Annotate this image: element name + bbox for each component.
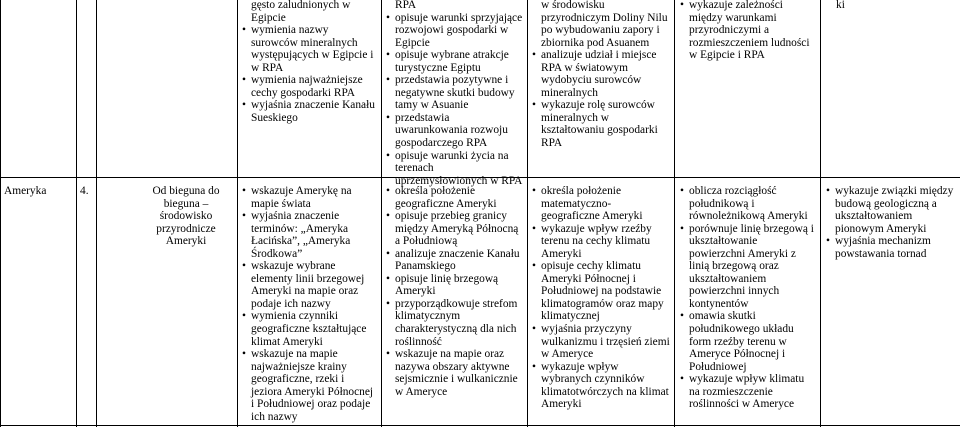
list-item: • wymienia najważniejsze cechy gospodarki RPA (242, 74, 378, 99)
top-col6-cell (680, 0, 816, 62)
list-item: • wykazuje wpływ wybranych czynników klimatotwórczych na klimat Ameryki (532, 361, 670, 411)
list-item: • opisuje warunki sprzyjające rozwojowi gospodarki w Egipcie (386, 12, 524, 50)
lesson-topic-cell (138, 185, 234, 248)
list-item: • wskazuje na mapie oraz nazywa obszary aktywne sejsmicznie i wulkanicznie w Ameryce (386, 348, 524, 398)
bottom-col7-cell (826, 185, 958, 260)
bottom-col3-cell (242, 185, 378, 423)
list-item: • przedstawia pozytywne i negatywne skutki budowy tamy w Asuanie (386, 74, 524, 112)
list-item: • opisuje warunki życia na terenach uprzemysłowionych w RPA (386, 150, 524, 188)
bottom-col4-cell (386, 185, 524, 398)
top-col4-cell (386, 0, 524, 187)
list-item: • omawia skutki południkowego układu form rzeźby terenu w Ameryce Północnej i Południowej (680, 310, 816, 373)
list-item: • wyjaśnia znaczenie Kanału Sueskiego (242, 99, 378, 124)
list-item: • wymienia nazwy surowców mineralnych występujących w Egipcie i w RPA (242, 24, 378, 74)
list-item: • wyjaśnia przyczyny wulkanizmu i trzęsień ziemi w Ameryce (532, 323, 670, 361)
bottom-col6-cell (680, 185, 816, 411)
top-col7-cell (836, 0, 956, 12)
lesson-number-cell (80, 185, 96, 198)
list-item: • porównuje linię brzegową i ukształtowanie powierzchni Ameryki z linią brzegową oraz ukształtowaniem powierzchni innych kontynentów (680, 223, 816, 311)
list-item: • wykazuje związki między budową geologiczną a ukształtowaniem pionowym Ameryki (826, 185, 958, 235)
section-name-cell (4, 185, 74, 198)
list-item: • wskazuje wybrane elementy linii brzegowej Ameryki na mapie oraz podaje ich nazwy (242, 260, 378, 310)
continuation-text: ki (836, 0, 845, 11)
list-item: • oblicza rozciągłość południkową i równoleżnikową Ameryki (680, 185, 816, 223)
column-divider (237, 0, 238, 427)
column-divider (381, 0, 382, 427)
top-col3-cell (242, 0, 378, 124)
list-item: w środowisku przyrodniczym Doliny Nilu po wybudowaniu zapory i zbiornika pod Asuanem (541, 0, 668, 49)
list-item: • wykazuje rolę surowców mineralnych w kształtowaniu gospodarki RPA (532, 99, 670, 149)
list-item: • przedstawia uwarunkowania rozwoju gospodarczego RPA (386, 112, 524, 150)
list-item: • określa położenie matematyczno-geograficzne Ameryki (532, 185, 670, 223)
lesson-topic: Od bieguna do bieguna – środowisko przyrodnicze Ameryki (152, 185, 220, 248)
list-item: • wymienia czynniki geograficzne kształtujące klimat Ameryki (242, 310, 378, 348)
lesson-number: 4. (80, 185, 89, 197)
list-item: • wyjaśnia mechanizm powstawania tornad (826, 235, 958, 260)
list-item: • wykazuje wpływ klimatu na rozmieszczenie roślinności w Ameryce (680, 373, 816, 411)
list-item: • wykazuje wpływ rzeźby terenu na cechy klimatu Ameryki (532, 223, 670, 261)
column-divider (820, 0, 821, 427)
list-item: • przyporządkowuje strefom klimatycznym charakterystyczną dla nich roślinność (386, 298, 524, 348)
column-divider (674, 0, 675, 427)
column-divider (76, 0, 77, 427)
list-item: • określa położenie geograficzne Ameryki (386, 185, 524, 210)
list-item: • opisuje cechy klimatu Ameryki Północnej i Południowej na podstawie klimatogramów oraz mapy klimatycznej (532, 260, 670, 323)
table-border-bottom (0, 425, 960, 426)
list-item: • analizuje udział i miejsce RPA w światowym wydobyciu surowców mineralnych (532, 49, 670, 99)
column-divider (96, 0, 97, 427)
table-border-left (0, 0, 1, 427)
column-divider (527, 0, 528, 427)
list-item: RPA (395, 0, 417, 11)
section-name: Ameryka (4, 185, 47, 197)
list-item: • wykazuje zależności między warunkami przyrodniczymi a rozmieszczeniem ludności w Egipcie i RPA (680, 0, 816, 62)
list-item: gęsto zaludnionych w Egipcie (251, 0, 351, 24)
list-item: • wskazuje Amerykę na mapie świata (242, 185, 378, 210)
list-item: • opisuje linię brzegową Ameryki (386, 273, 524, 298)
top-col5-cell (532, 0, 670, 150)
list-item: • analizuje znaczenie Kanału Panamskiego (386, 248, 524, 273)
list-item: • opisuje wybrane atrakcje turystyczne Egiptu (386, 49, 524, 74)
list-item: • wskazuje na mapie najważniejsze krainy geograficzne, rzeki i jeziora Ameryki Północnej i Południowej oraz podaje ich nazwy (242, 348, 378, 423)
bottom-col5-cell (532, 185, 670, 411)
list-item: • opisuje przebieg granicy między Ameryką Północną a Południową (386, 210, 524, 248)
list-item: • wyjaśnia znaczenie terminów: „Ameryka Łacińska”, „Ameryka Środkowa” (242, 210, 378, 260)
